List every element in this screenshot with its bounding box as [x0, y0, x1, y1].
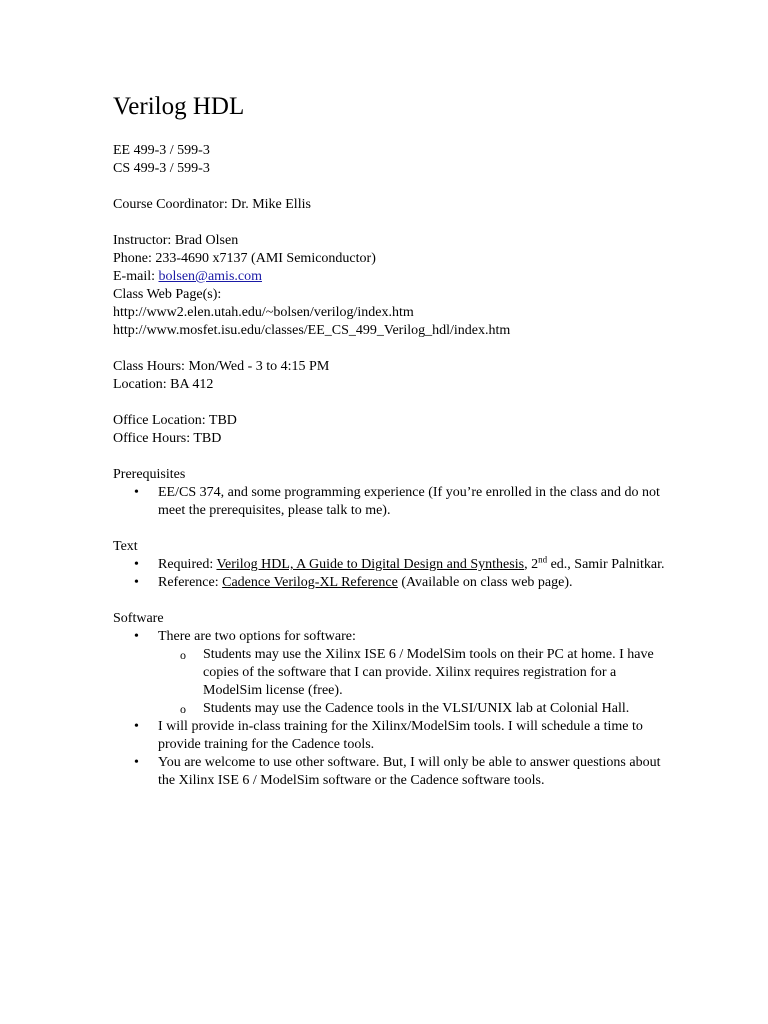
course-number-ee: EE 499-3 / 599-3	[113, 143, 210, 158]
reference-prefix: Reference:	[158, 575, 223, 590]
software-section	[113, 610, 673, 790]
web-page-url-2[interactable]: http://www.mosfet.isu.edu/classes/EE_CS_499_Verilog_hdl/index.htm	[113, 323, 511, 338]
class-hours-section	[113, 358, 673, 394]
list-item-required-text	[113, 556, 673, 574]
list-item: • EE/CS 374, and some programming experience (If you’re enrolled in the class and do not meet the prerequisites, please talk to me).	[113, 484, 673, 520]
sub-list-item: o Students may use the Xilinx ISE 6 / ModelSim tools on their PC at home. I have copies of the software that I can provide. Xilinx requires registration for a ModelSim license (free).	[158, 646, 673, 700]
office-location: Office Location: TBD	[113, 413, 237, 428]
email-label: E-mail:	[113, 269, 159, 284]
web-page-url-1[interactable]: http://www2.elen.utah.edu/~bolsen/verilog/index.htm	[113, 305, 414, 320]
required-suffix: ed., Samir Palnitkar.	[547, 557, 665, 572]
instructor-name: Instructor: Brad Olsen	[113, 233, 239, 248]
page-title: Verilog HDL	[113, 93, 245, 120]
email-link[interactable]: bolsen@amis.com	[158, 269, 262, 284]
list-item: • I will provide in-class training for the Xilinx/ModelSim tools. I will schedule a time to provide training for the Cadence tools.	[113, 718, 673, 754]
required-book-title: Verilog HDL, A Guide to Digital Design and Synthesis	[216, 557, 525, 572]
list-item: • You are welcome to use other software. But, I will only be able to answer questions about the Xilinx ISE 6 / ModelSim software or the Cadence software tools.	[113, 754, 673, 790]
prerequisites-heading: Prerequisites	[113, 467, 186, 482]
course-number-cs: CS 499-3 / 599-3	[113, 161, 210, 176]
list-item-reference-text	[113, 574, 673, 592]
office-hours: Office Hours: TBD	[113, 431, 222, 446]
required-edition-sup: nd	[538, 554, 548, 565]
required-prefix: Required:	[158, 557, 217, 572]
required-edition-num: , 2	[524, 557, 539, 572]
instructor-phone: Phone: 233-4690 x7137 (AMI Semiconductor)	[113, 251, 376, 266]
text-section	[113, 538, 673, 592]
course-coordinator: Course Coordinator: Dr. Mike Ellis	[113, 197, 311, 212]
instructor-section	[113, 232, 673, 340]
web-pages-label: Class Web Page(s):	[113, 287, 222, 302]
sub-list-item: o Students may use the Cadence tools in the VLSI/UNIX lab at Colonial Hall.	[158, 700, 673, 718]
class-location: Location: BA 412	[113, 377, 214, 392]
instructor-email-line	[113, 268, 673, 286]
office-section	[113, 412, 673, 448]
reference-book-title: Cadence Verilog-XL Reference	[222, 575, 398, 590]
syllabus-page	[113, 92, 673, 808]
list-item-software-options	[113, 628, 673, 718]
coordinator-section	[113, 196, 673, 214]
reference-suffix: (Available on class web page).	[397, 575, 573, 590]
course-numbers	[113, 142, 673, 178]
class-hours: Class Hours: Mon/Wed - 3 to 4:15 PM	[113, 359, 330, 374]
software-intro: There are two options for software:	[158, 629, 356, 644]
prerequisites-section	[113, 466, 673, 520]
text-heading: Text	[113, 539, 138, 554]
software-heading: Software	[113, 611, 164, 626]
